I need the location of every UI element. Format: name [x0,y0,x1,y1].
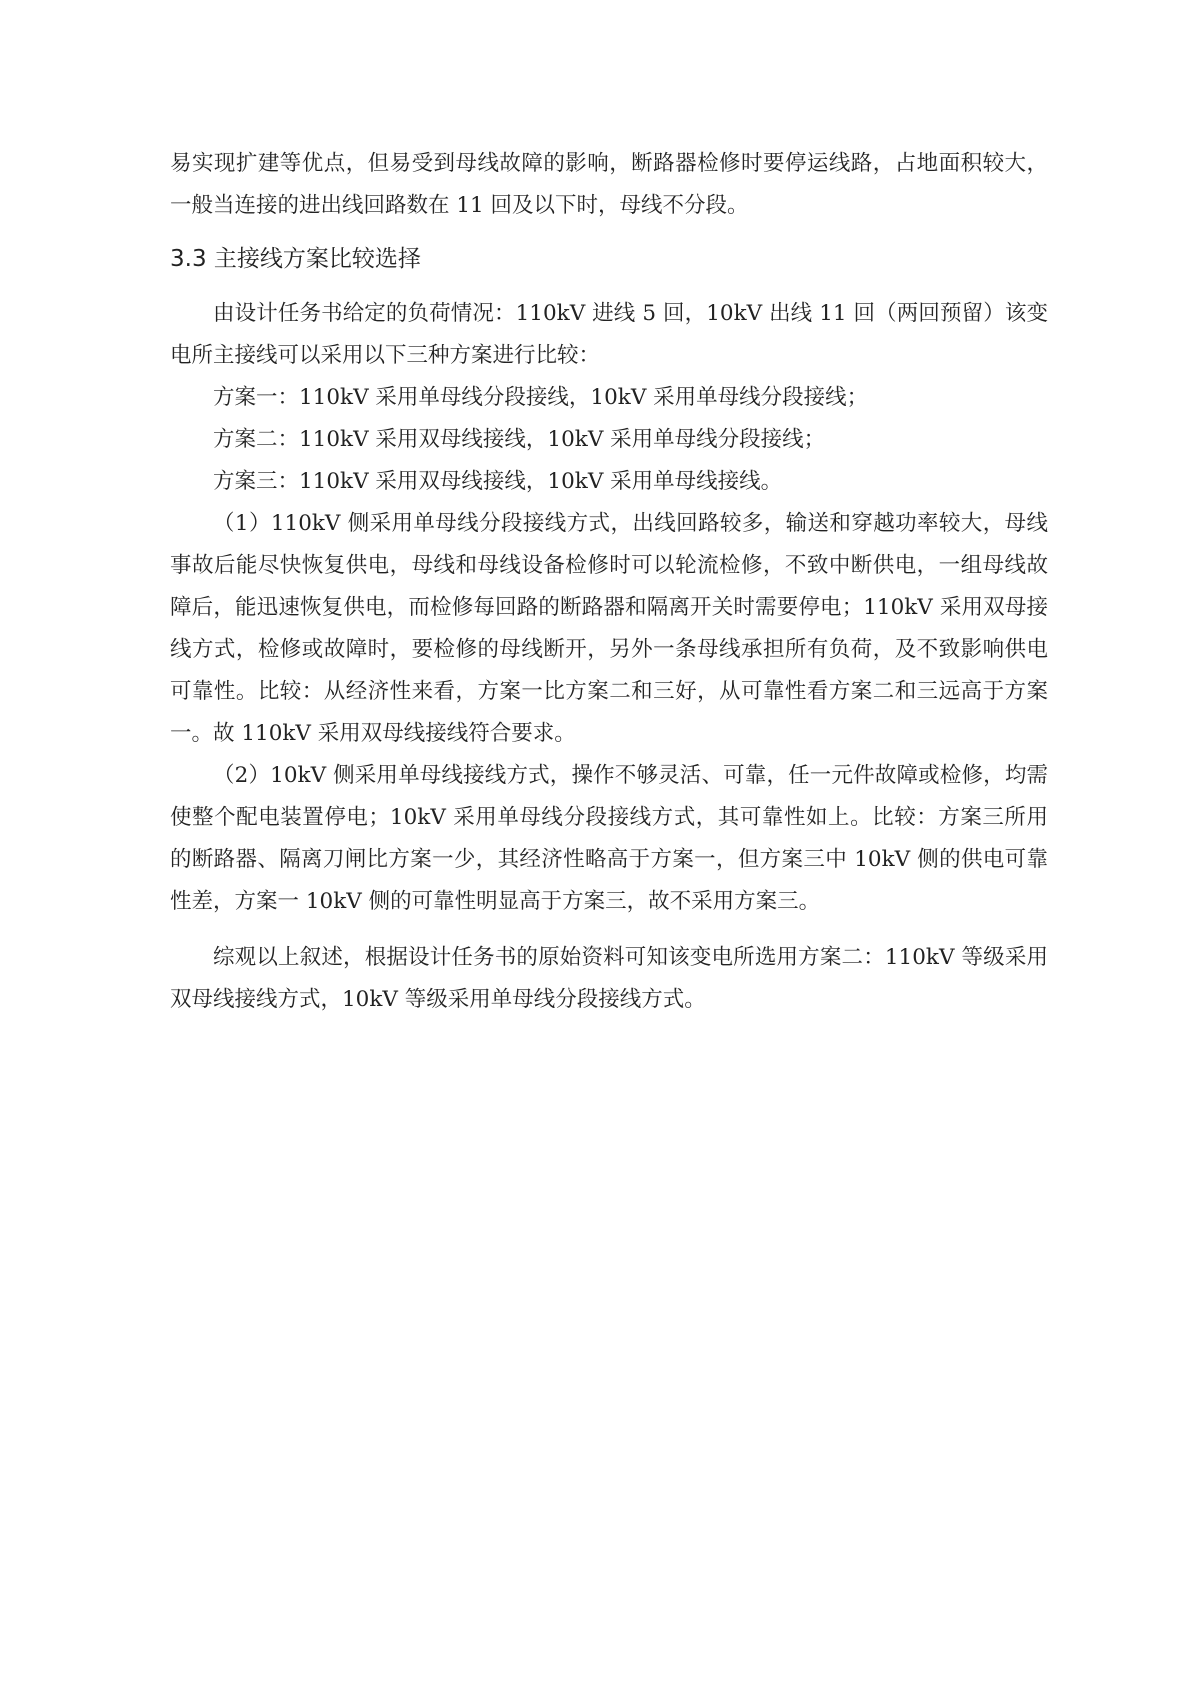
document-body [170,143,1048,1021]
scheme-two: 方案二：110kV 采用双母线接线，10kV 采用单母线分段接线； [213,427,826,452]
scheme-one: 方案一：110kV 采用单母线分段接线，10kV 采用单母线分段接线； [213,385,869,410]
scheme-three: 方案三：110kV 采用双母线接线，10kV 采用单母线接线。 [213,469,783,494]
intro-paragraph: 由设计任务书给定的负荷情况：110kV 进线 5 回，10kV 出线 11 回（两回预留）该变电所主接线可以采用以下三种方案进行比较： [170,301,1048,368]
conclusion-paragraph: 综观以上叙述，根据设计任务书的原始资料可知该变电所选用方案二：110kV 等级采用双母线接线方式，10kV 等级采用单母线分段接线方式。 [170,945,1048,1012]
section-heading: 3.3 主接线方案比较选择 [170,246,421,272]
analysis-10kv-paragraph: （2）10kV 侧采用单母线接线方式，操作不够灵活、可靠，任一元件故障或检修，均需使整个配电装置停电；10kV 采用单母线分段接线方式，其可靠性如上。比较：方案三所用的断路器、隔离刀闸比方案一少，其经济性略高于方案一，但方案三中 10kV 侧的供电可靠性差，方案一 10kV 侧的可靠性明显高于方案三，故不采用方案三。 [170,763,1048,914]
continuation-paragraph: 易实现扩建等优点，但易受到母线故障的影响，断路器检修时要停运线路，占地面积较大，一般当连接的进出线回路数在 11 回及以下时，母线不分段。 [170,151,1048,218]
analysis-110kv-paragraph: （1）110kV 侧采用单母线分段接线方式，出线回路较多，输送和穿越功率较大，母线事故后能尽快恢复供电，母线和母线设备检修时可以轮流检修，不致中断供电，一组母线故障后，能迅速恢复供电，而检修每回路的断路器和隔离开关时需要停电；110kV 采用双母接线方式，检修或故障时，要检修的母线断开，另外一条母线承担所有负荷，及不致影响供电可靠性。比较：从经济性来看，方案一比方案二和三好，从可靠性看方案二和三远高于方案一。故 110kV 采用双母线接线符合要求。 [170,511,1048,746]
